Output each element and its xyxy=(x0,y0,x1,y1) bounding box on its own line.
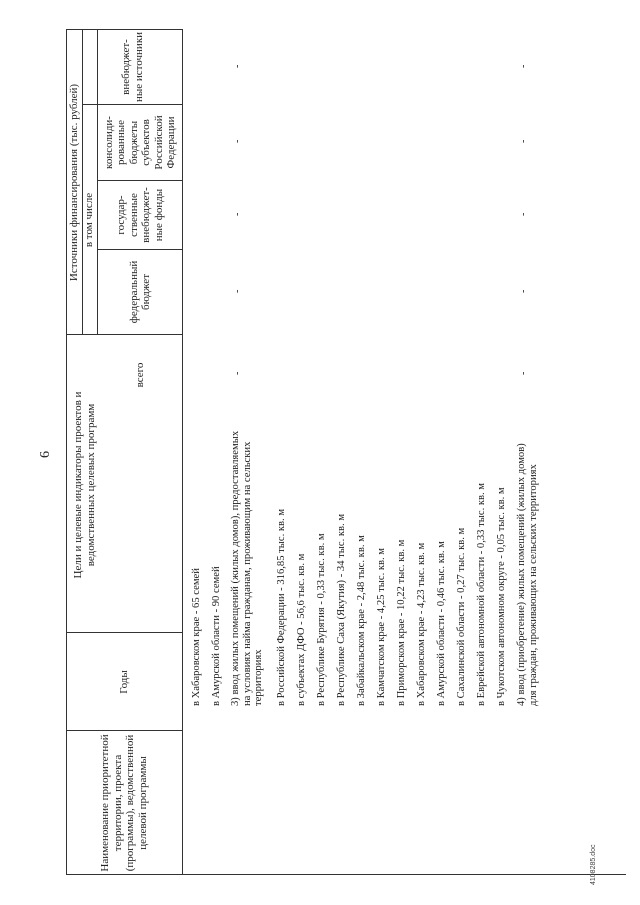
list-item-long: 3) ввод жилых помещений (жилых домов), предоставляемых на условиях найма гражданам, проживающим на сельских территориях xyxy=(230,430,264,706)
header-territory: Наименование приоритетной территории, проекта (программы), ведомственной целевой программы xyxy=(99,734,149,872)
header-regional: консолиди- рованные бюджеты субъектов Российской Федерации xyxy=(102,115,177,170)
list-item: в Республике Саха (Якутия) - 34 тыс. кв. м xyxy=(336,513,347,706)
table-col-line-2 xyxy=(66,632,183,633)
list-item: в Амурской области - 90 семей xyxy=(211,566,222,706)
row-3-federal: - xyxy=(232,289,243,293)
list-item: в Хабаровском крае - 65 семей xyxy=(191,568,202,706)
header-including: в том числе xyxy=(83,192,96,248)
list-item-long: 4) ввод (приобретение) жилых помещений (жилых домов) для граждан, проживающих на сельских территориях xyxy=(516,443,539,706)
row-4-federal: - xyxy=(518,289,529,293)
header-federal: федеральный бюджет xyxy=(127,260,152,324)
page-number: 6 xyxy=(38,451,53,458)
row-4-state-funds: - xyxy=(518,212,529,216)
table-border-left xyxy=(66,874,626,875)
list-item: в Забайкальском крае - 2,48 тыс. кв. м xyxy=(356,535,367,706)
table-col-line-7 xyxy=(66,29,183,30)
header-goals: Цели и целевые индикаторы проектов и ведомственных целевых программ xyxy=(72,391,97,579)
table-col-line-5 xyxy=(97,180,183,181)
table-col-line-6 xyxy=(82,104,183,105)
header-extrabudget: внебюджет- ные источники xyxy=(120,31,145,103)
row-4-total: - xyxy=(518,371,529,375)
row-4-regional: - xyxy=(518,139,529,143)
list-item: в субъектах ДФО - 56,6 тыс. кв. м xyxy=(296,553,307,706)
list-item: в Еврейской автономной области - 0,33 тыс. кв. м xyxy=(476,482,487,706)
row-4-extra: - xyxy=(518,64,529,68)
table-col-line-1 xyxy=(66,730,183,731)
header-state-funds: государ- ственные внебюджет- ные фонды xyxy=(115,187,165,243)
list-item: в Сахалинской области - 0,27 тыс. кв. м xyxy=(456,527,467,706)
row-3-total: - xyxy=(232,371,243,375)
header-years: Годы xyxy=(117,670,130,694)
list-item: в Приморском крае - 10,22 тыс. кв. м xyxy=(396,539,407,706)
header-total: всего xyxy=(133,362,146,388)
list-item: в Хабаровском крае - 4,23 тыс. кв. м xyxy=(416,542,427,706)
list-item: в Чукотском автономном округе - 0,05 тыс. кв. м xyxy=(496,487,507,706)
list-item: в Республике Бурятия - 0,33 тыс. кв. м xyxy=(316,533,327,706)
row-3-state-funds: - xyxy=(232,212,243,216)
header-sources: Источники финансирования (тыс. рублей) xyxy=(67,83,80,282)
row-3-extra: - xyxy=(232,64,243,68)
table-col-line-4 xyxy=(97,249,183,250)
list-item: в Камчатском крае - 4,25 тыс. кв. м xyxy=(376,547,387,706)
file-label: 4108285.doc xyxy=(590,844,597,885)
table-header-bottom xyxy=(182,30,183,875)
list-item: в Амурской области - 0,46 тыс. кв. м xyxy=(436,541,447,706)
list-item: в Российской Федерации - 316,85 тыс. кв. м xyxy=(276,508,287,706)
row-3-regional: - xyxy=(232,139,243,143)
